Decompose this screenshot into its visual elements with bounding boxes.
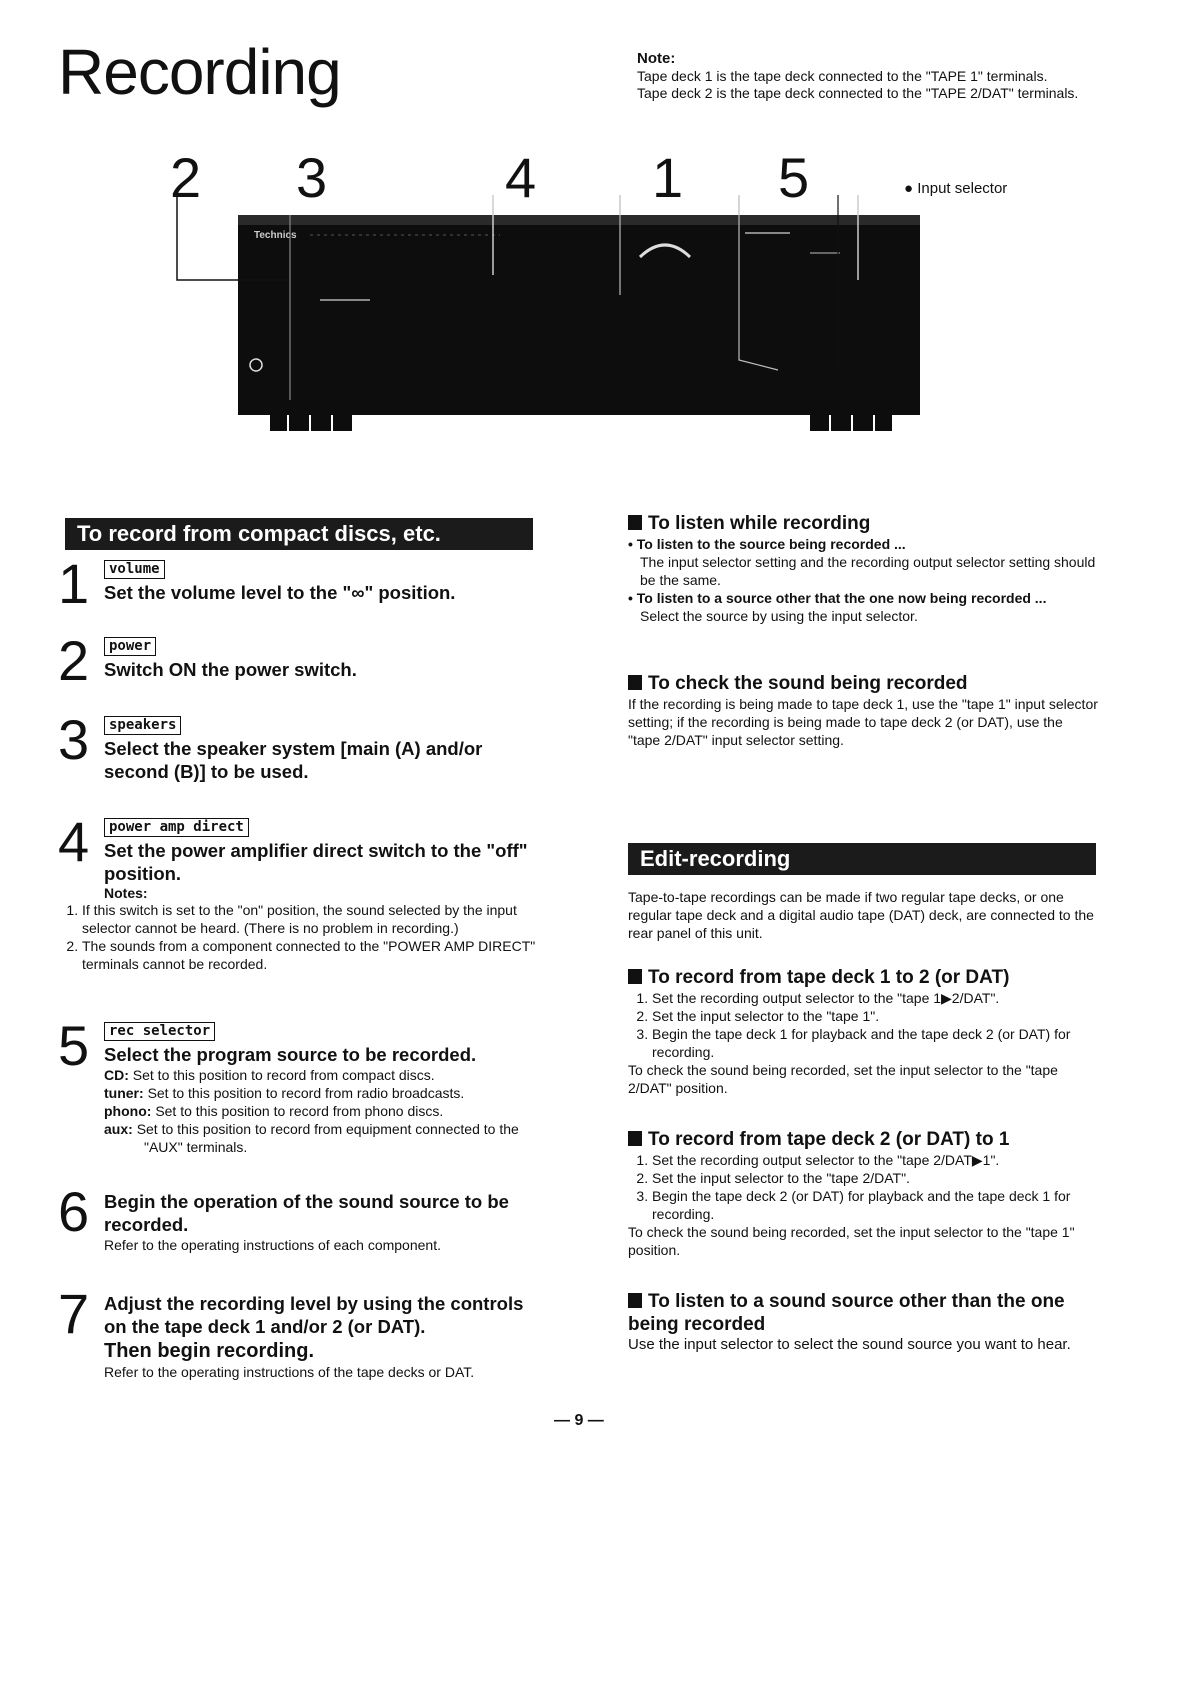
input-selector-label: ● Input selector — [904, 180, 1008, 197]
note-item: 2. The sounds from a component connected to the "POWER AMP DIRECT" terminals cannot be recorded. — [82, 937, 538, 973]
option-text: Set to this position to record from equipment connected to the "AUX" terminals. — [136, 1121, 519, 1155]
heading-text: To listen while recording — [648, 513, 871, 534]
heading-text: To check the sound being recorded — [648, 673, 968, 694]
steps-list — [628, 989, 1098, 1061]
step-2 — [58, 629, 538, 692]
section-heading-compact-discs: To record from compact discs, etc. — [65, 518, 533, 550]
callout-2: 2 — [170, 146, 202, 209]
brand-logo: Technics — [254, 230, 297, 241]
bullet-text: The input selector setting and the recording output selector setting should be the same. — [640, 554, 1096, 588]
step-text: Refer to the operating instructions of the tape decks or DAT. — [104, 1364, 475, 1380]
check-sound — [628, 672, 1098, 749]
callout-3: 3 — [296, 146, 328, 209]
control-label-power-amp-direct: power amp direct — [104, 818, 249, 837]
step-number: 7 — [58, 1282, 90, 1345]
section-text: To check the sound being recorded, set the input selector to the "tape 1" position. — [628, 1224, 1075, 1258]
heading-text: To record from tape deck 2 (or DAT) to 1 — [648, 1129, 1010, 1150]
option-phono — [104, 1102, 538, 1120]
record-2-to-1 — [628, 1128, 1098, 1259]
step-number: 2 — [58, 629, 90, 692]
square-bullet-icon — [628, 1131, 642, 1146]
listen-while-recording — [628, 512, 1098, 625]
option-tuner — [104, 1084, 538, 1102]
square-bullet-icon — [628, 675, 642, 690]
control-label-rec-selector: rec selector — [104, 1022, 215, 1041]
option-key: aux: — [104, 1121, 133, 1137]
step-5 — [58, 1014, 538, 1156]
step-heading: Switch ON the power switch. — [104, 659, 357, 680]
square-bullet-icon — [628, 969, 642, 984]
option-aux — [104, 1120, 538, 1156]
callout-1: 1 — [652, 146, 684, 209]
control-label-speakers: speakers — [104, 716, 181, 735]
bullet-text: Select the source by using the input selector. — [640, 608, 918, 624]
list-item: 2. Set the input selector to the "tape 1". — [652, 1007, 1098, 1025]
list-item: 1. Set the recording output selector to the "tape 2/DAT▶1". — [652, 1151, 1098, 1169]
section-heading — [628, 1128, 1098, 1151]
callout-4: 4 — [505, 146, 537, 209]
page-title: Recording — [58, 36, 341, 108]
amplifier-illustration — [170, 195, 930, 445]
note-item: 1. If this switch is set to the "on" position, the sound selected by the input selector cannot be heard. (There is no problem in recording.) — [82, 901, 538, 937]
step-heading-2: Then begin recording. — [104, 1340, 315, 1362]
step-heading: Set the volume level to the "∞" position. — [104, 582, 456, 603]
notes-list — [58, 901, 538, 973]
steps-list — [628, 1151, 1098, 1223]
section-text: To check the sound being recorded, set the input selector to the "tape 2/DAT" position. — [628, 1062, 1058, 1096]
step-heading: Set the power amplifier direct switch to the "off" position. — [104, 840, 528, 884]
bullet-heading: • To listen to the source being recorded ... — [628, 536, 906, 552]
list-item: 3. Begin the tape deck 1 for playback and the tape deck 2 (or DAT) for recording. — [652, 1025, 1098, 1061]
step-text: Refer to the operating instructions of each component. — [104, 1237, 441, 1253]
section-heading — [628, 512, 1098, 535]
section-text: Use the input selector to select the sound source you want to hear. — [628, 1336, 1071, 1353]
section-heading — [628, 672, 1098, 695]
note-heading: Note: — [637, 50, 676, 67]
edit-intro — [628, 888, 1098, 942]
listen-other-source — [628, 1290, 1098, 1354]
list-item: 2. Set the input selector to the "tape 2/DAT". — [652, 1169, 1098, 1187]
option-key: phono: — [104, 1103, 152, 1119]
amplifier-top-strip — [238, 215, 920, 225]
input-selector-text: Input selector — [917, 180, 1008, 197]
bullet-heading: • To listen to a source other that the one now being recorded ... — [628, 590, 1047, 606]
heading-text: To listen to a sound source other than the one being recorded — [628, 1291, 1065, 1335]
step-7 — [58, 1282, 538, 1381]
step-number: 5 — [58, 1014, 90, 1077]
record-1-to-2 — [628, 966, 1098, 1097]
notes-heading: Notes: — [104, 885, 148, 901]
step-3 — [58, 708, 538, 783]
control-label-power: power — [104, 637, 156, 656]
square-bullet-icon — [628, 515, 642, 530]
step-number: 6 — [58, 1180, 90, 1243]
step-1 — [58, 552, 538, 615]
option-text: Set to this position to record from compact discs. — [132, 1067, 435, 1083]
section-text: Tape-to-tape recordings can be made if two regular tape decks, or one regular tape deck and a digital audio tape (DAT) deck, are connected to the rear panel of this unit. — [628, 889, 1094, 941]
option-cd — [104, 1066, 538, 1084]
header-note — [637, 50, 1097, 103]
heading-text: To record from tape deck 1 to 2 (or DAT) — [648, 967, 1010, 988]
step-heading: Begin the operation of the sound source to be recorded. — [104, 1191, 509, 1235]
step-heading: Select the speaker system [main (A) and/or second (B)] to be used. — [104, 738, 483, 782]
step-number: 1 — [58, 552, 90, 615]
callout-5: 5 — [778, 146, 810, 209]
step-4 — [58, 810, 538, 973]
page-number: — 9 — — [554, 1412, 604, 1429]
control-label-volume: volume — [104, 560, 165, 579]
square-bullet-icon — [628, 1293, 642, 1308]
option-key: tuner: — [104, 1085, 144, 1101]
section-text: If the recording is being made to tape deck 1, use the "tape 1" input selector setting; if the recording is being made to tape deck 2 (or DAT), use the "tape 2/DAT" input selector setting. — [628, 696, 1098, 748]
list-item: 3. Begin the tape deck 2 (or DAT) for playback and the tape deck 1 for recording. — [652, 1187, 1098, 1223]
option-text: Set to this position to record from radio broadcasts. — [147, 1085, 465, 1101]
note-line: Tape deck 1 is the tape deck connected to the "TAPE 1" terminals. — [637, 67, 1048, 84]
section-heading — [628, 1290, 1098, 1336]
step-number: 3 — [58, 708, 90, 771]
step-6 — [58, 1180, 538, 1254]
note-line: Tape deck 2 is the tape deck connected to the "TAPE 2/DAT" terminals. — [637, 85, 1079, 101]
option-text: Set to this position to record from phono discs. — [155, 1103, 444, 1119]
amplifier-body — [238, 215, 920, 415]
option-key: CD: — [104, 1067, 129, 1083]
list-item: 1. Set the recording output selector to the "tape 1▶2/DAT". — [652, 989, 1098, 1007]
section-heading — [628, 966, 1098, 989]
section-heading-edit-recording: Edit-recording — [628, 843, 1096, 875]
step-number: 4 — [58, 810, 90, 873]
step-heading: Select the program source to be recorded. — [104, 1044, 477, 1065]
step-heading: Adjust the recording level by using the controls on the tape deck 1 and/or 2 (or DAT). — [104, 1293, 524, 1337]
